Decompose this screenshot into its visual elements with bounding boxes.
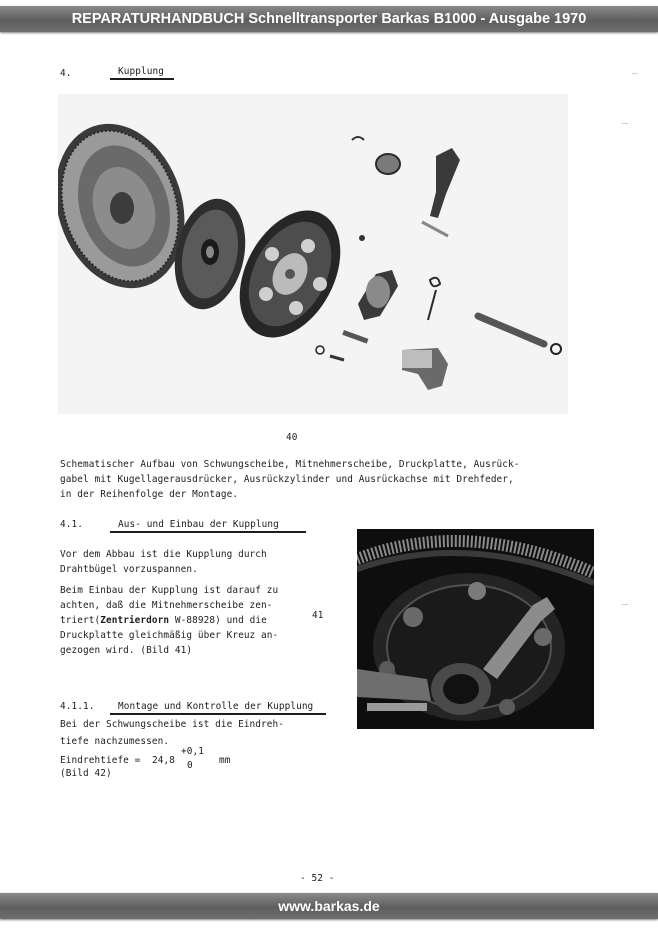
para1-line-1: Vor dem Abbau ist die Kupplung durch [60,549,267,560]
figure-42-ref: (Bild 42) [60,768,112,779]
formula-lower-tolerance: 0 [187,760,193,771]
margin-mark [622,123,628,124]
page-number: - 52 - [300,873,335,884]
section-title-underline [110,78,174,80]
figure-41-number: 41 [312,610,324,621]
formula-upper-tolerance: +0,1 [181,746,204,757]
clutch-exploded-figure [58,94,568,414]
margin-mark [622,604,628,605]
subsection-4-1-1-number: 4.1.1. [60,701,95,712]
figure-40-caption-line-1: Schematischer Aufbau von Schwungscheibe, Mitnehmerscheibe, Druckplatte, Ausrück- [60,459,520,470]
para2-line-5: gezogen wird. (Bild 41) [60,645,193,656]
para1-line-2: Drahtbügel vorzuspannen. [60,564,198,575]
para2-line-1: Beim Einbau der Kupplung ist darauf zu [60,585,279,596]
figure-40-number: 40 [286,432,298,443]
para2-line-4: Druckplatte gleichmäßig über Kreuz an- [60,630,279,641]
measure-line-1: Bei der Schwungscheibe ist die Eindreh- [60,719,285,730]
footer-url[interactable]: www.barkas.de [0,893,658,919]
margin-mark [632,73,638,74]
subsection-4-1-1-title: Montage und Kontrolle der Kupplung [118,701,314,712]
measure-line-2: tiefe nachzumessen. [60,736,170,747]
figure-40-caption-line-3: in der Reihenfolge der Montage. [60,489,239,500]
figure-40-caption-line-2: gabel mit Kugellagerausdrücker, Ausrückzylinder und Ausrückachse mit Drehfeder, [60,474,514,485]
zentrierdorn-term: Zentrierdorn [100,615,170,626]
subsection-4-1-underline [110,531,306,533]
formula-label: Eindrehtiefe = [60,755,141,766]
para2-line-3-b: W-88928) und die [169,615,267,626]
subsection-4-1-number: 4.1. [60,519,83,530]
section-title: Kupplung [118,66,164,77]
section-number: 4. [60,68,72,79]
formula-unit: mm [219,755,231,766]
header-title: REPARATURHANDBUCH Schnelltransporter Barkas B1000 - Ausgabe 1970 [0,6,658,32]
para2-line-3 [60,615,267,626]
subsection-4-1-1-underline [110,713,326,715]
para2-line-3-a: triert( [60,615,101,626]
para2-line-2: achten, daß die Mitnehmerscheibe zen- [60,600,273,611]
clutch-photo [357,529,594,729]
subsection-4-1-title: Aus- und Einbau der Kupplung [118,519,279,530]
formula-value: 24,8 [152,755,175,766]
